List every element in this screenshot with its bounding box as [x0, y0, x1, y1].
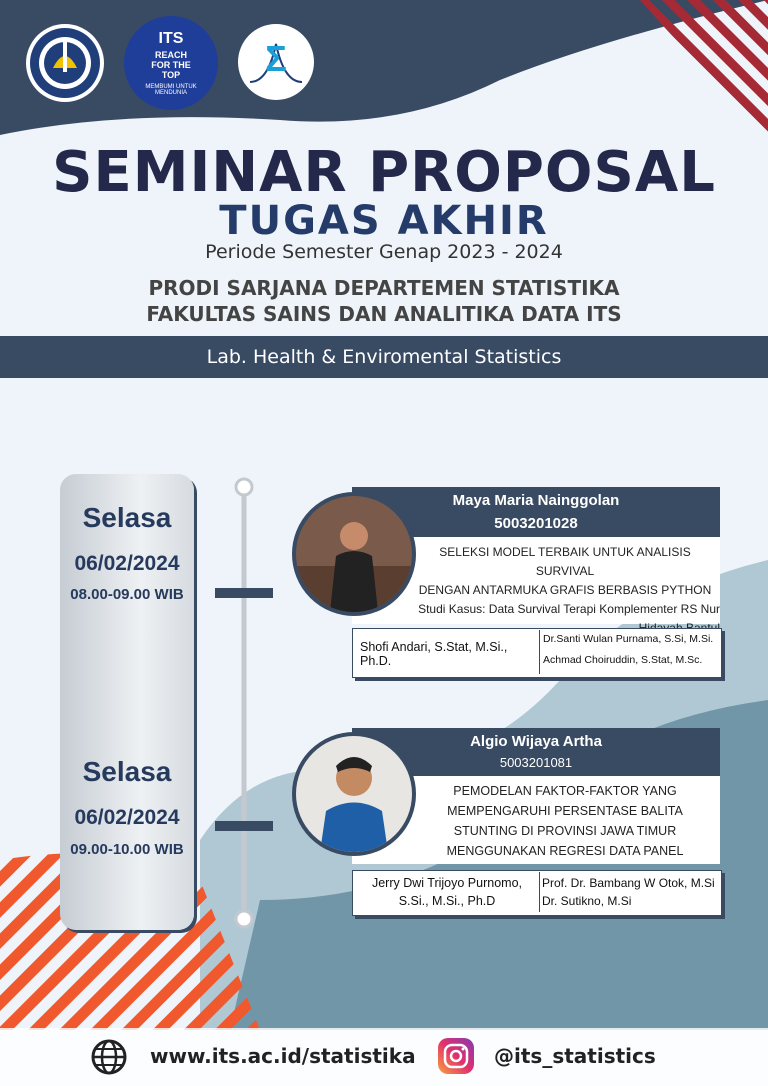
title-line: SELEKSI MODEL TERBAIK UNTUK ANALISIS SURVIVAL	[439, 545, 691, 578]
period-text: Periode Semester Genap 2023 - 2024	[205, 241, 563, 263]
instagram-handle[interactable]: @its_statistics	[494, 1044, 656, 1068]
session-2-day: Selasa	[82, 756, 172, 787]
session-2-time: 09.00-10.00 WIB	[70, 841, 184, 858]
session-1-time: 08.00-09.00 WIB	[70, 586, 184, 603]
session-1-examiner-2: Achmad Choiruddin, S.Stat, M.Sc.	[543, 654, 703, 666]
title-line: DENGAN ANTARMUKA GRAFIS BERBASIS PYTHON	[418, 583, 712, 597]
page-title: SEMINAR PROPOSAL	[52, 140, 716, 205]
prodi-line-2: FAKULTAS SAINS DAN ANALITIKA DATA ITS	[146, 302, 622, 326]
student-1-name: Maya Maria Nainggolan	[452, 492, 620, 509]
session-2-supervisor-line-1: Jerry Dwi Trijoyo Purnomo,	[371, 876, 523, 890]
session-2-date: 06/02/2024	[74, 806, 180, 829]
instagram-icon	[436, 1036, 476, 1076]
website-link[interactable]: www.its.ac.id/statistika	[150, 1044, 416, 1068]
session-2-examiner-1: Prof. Dr. Bambang W Otok, M.Si	[542, 876, 715, 890]
globe-icon	[90, 1038, 128, 1076]
its-logo-text: ITS	[158, 30, 184, 47]
student-2-photo	[292, 732, 416, 856]
title-line: PEMODELAN FAKTOR-FAKTOR YANG	[453, 784, 677, 798]
schedule-pill	[60, 474, 194, 930]
prodi-line-1: PRODI SARJANA DEPARTEMEN STATISTIKA	[148, 276, 620, 300]
title-line: STUNTING DI PROVINSI JAWA TIMUR	[453, 824, 677, 838]
session-2-thesis-title	[410, 781, 720, 861]
title-line: Studi Kasus: Data Survival Terapi Komplementer RS Nur	[418, 602, 720, 616]
session-1-examiner-1: Dr.Santi Wulan Purnama, S.Si, M.Si.	[543, 633, 714, 645]
session-2-supervisor-line-2: S.Si., M.Si., Ph.D	[398, 894, 496, 908]
student-1-id: 5003201028	[494, 515, 578, 532]
footer	[0, 1028, 768, 1086]
its-slogan: REACH FOR THE TOP	[151, 50, 191, 80]
page-subtitle: TUGAS AKHIR	[219, 198, 549, 244]
its-motto: MEMBUMI UNTUK MENDUNIA	[145, 84, 197, 96]
title-line: MEMPENGARUHI PERSENTASE BALITA	[447, 804, 683, 818]
session-1-date: 06/02/2024	[74, 552, 180, 575]
student-1-photo	[292, 492, 416, 616]
sigma-symbol: Σ	[265, 38, 287, 79]
institution-gear-logo	[26, 24, 104, 102]
student-2-id: 5003201081	[499, 755, 573, 770]
session-1-thesis-title	[410, 543, 720, 638]
lab-banner: Lab. Health & Enviromental Statistics	[0, 336, 768, 378]
session-2-examiner-2: Dr. Sutikno, M.Si	[542, 894, 632, 908]
student-2-name: Algio Wijaya Artha	[470, 733, 602, 750]
its-reach-logo	[124, 16, 218, 110]
statistics-sigma-logo	[238, 24, 314, 100]
session-1-day: Selasa	[82, 502, 172, 533]
session-1-supervisor: Shofi Andari, S.Stat, M.Si., Ph.D.	[360, 640, 508, 668]
title-line: MENGGUNAKAN REGRESI DATA PANEL	[446, 844, 684, 858]
